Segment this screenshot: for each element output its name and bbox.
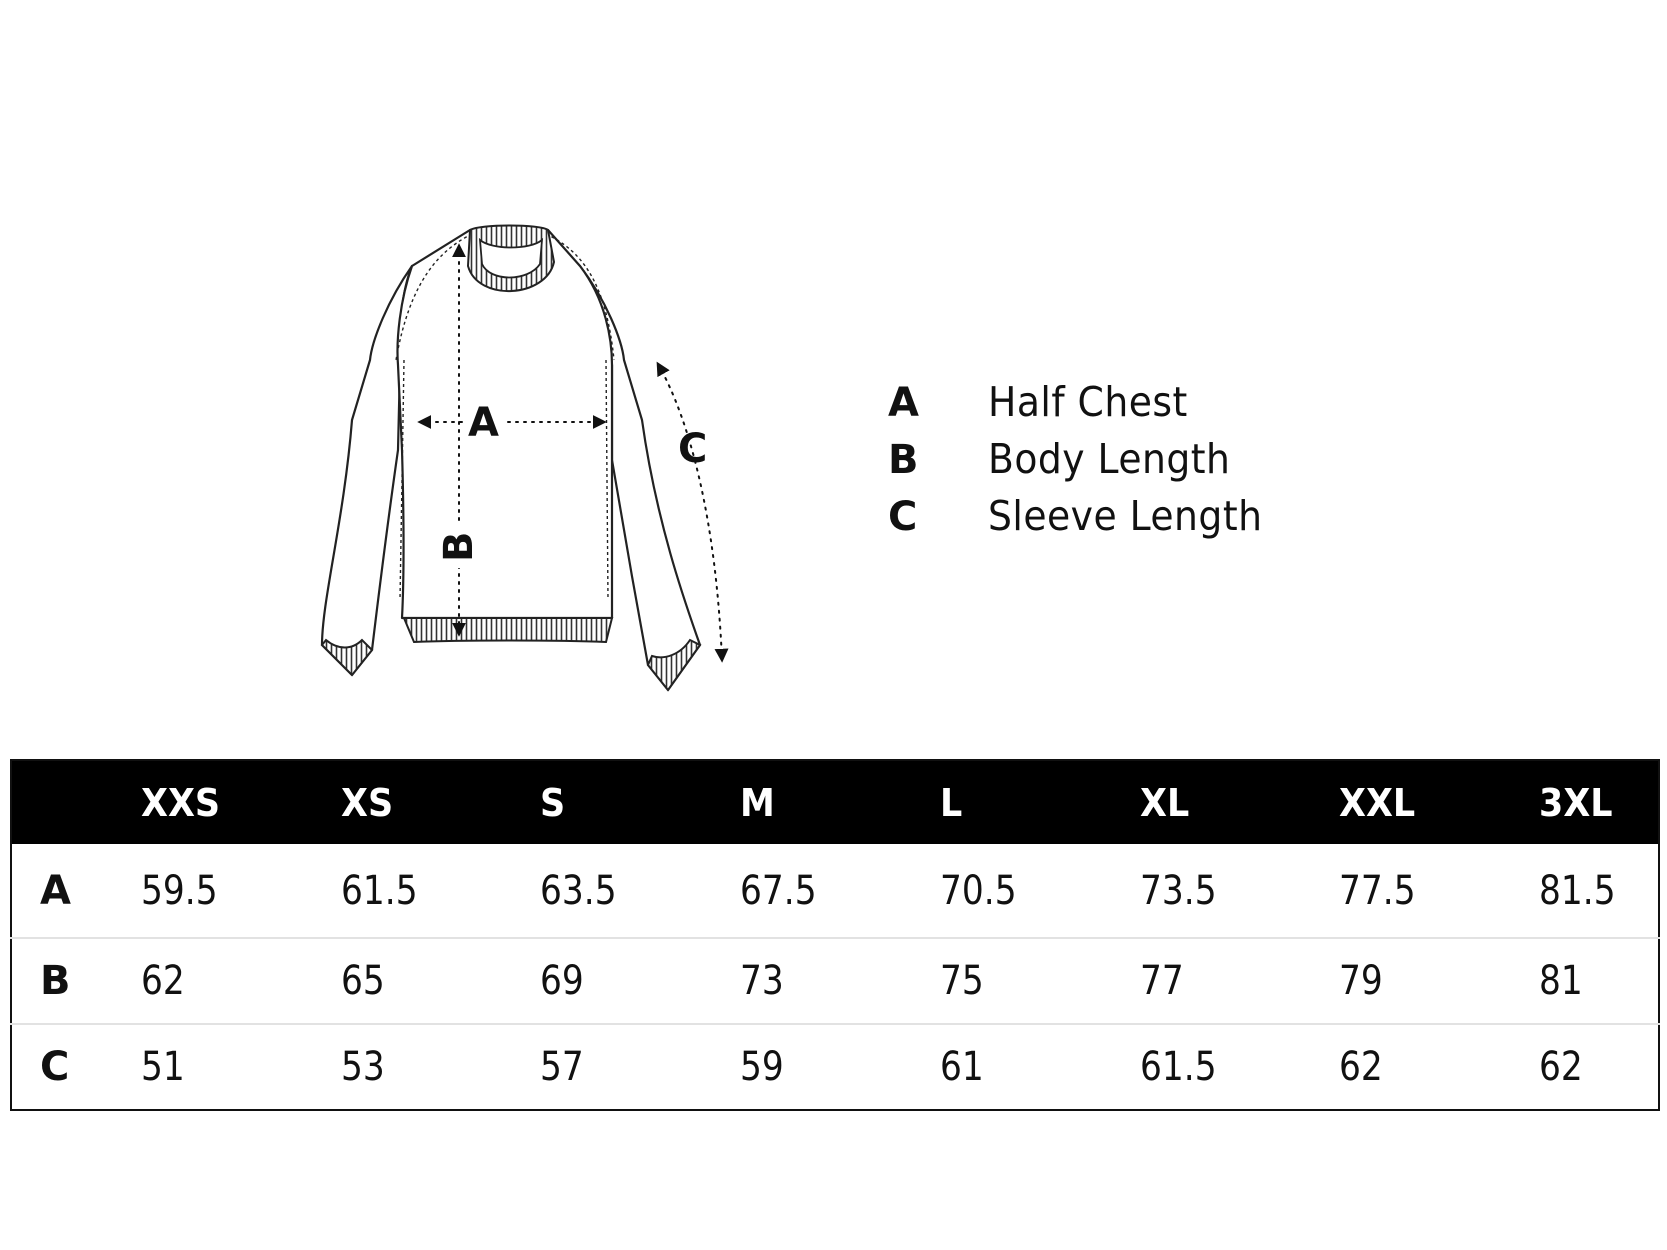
table-cell: 61 — [939, 1044, 984, 1090]
size-header: XXL — [1339, 780, 1416, 825]
table-cell: 62 — [140, 958, 185, 1004]
table-cell: 73 — [740, 958, 784, 1004]
table-cell: 75 — [939, 958, 984, 1004]
legend-key: A — [888, 380, 919, 426]
measurement-legend — [888, 378, 1286, 549]
table-header-row — [11, 760, 1659, 844]
size-header: 3XL — [1538, 780, 1613, 825]
size-header: M — [740, 780, 775, 825]
size-header: XL — [1139, 780, 1189, 825]
header-blank — [11, 760, 141, 844]
table-cell: 67.5 — [740, 867, 817, 914]
table-cell: 77 — [1139, 958, 1184, 1004]
size-header: S — [540, 780, 566, 825]
table-cell: 73.5 — [1139, 867, 1217, 914]
row-key: B — [40, 958, 71, 1004]
table-cell: 61.5 — [340, 867, 418, 914]
table-cell: 57 — [540, 1044, 585, 1090]
table-cell: 62 — [1339, 1044, 1384, 1090]
table-cell: 81.5 — [1538, 867, 1616, 914]
table-cell: 61.5 — [1139, 1044, 1217, 1090]
table-cell: 69 — [540, 958, 585, 1004]
legend-row — [888, 378, 1286, 435]
table-cell: 62 — [1538, 1044, 1583, 1090]
size-header: XXS — [140, 780, 220, 825]
table-cell: 79 — [1339, 958, 1384, 1004]
table-cell: 51 — [140, 1044, 185, 1090]
table-cell: 59 — [740, 1044, 784, 1090]
row-key: C — [40, 1044, 70, 1090]
size-chart-table — [10, 759, 1660, 1111]
legend-label: Body Length — [988, 435, 1231, 483]
table-cell: 53 — [340, 1044, 385, 1090]
legend-label: Sleeve Length — [988, 492, 1263, 540]
label-c: C — [678, 426, 708, 472]
legend-key: C — [888, 494, 918, 540]
table-row — [11, 1024, 1659, 1110]
legend-row — [888, 435, 1286, 492]
size-header: XS — [340, 780, 393, 825]
table-row — [11, 938, 1659, 1024]
hem-rib — [404, 618, 612, 642]
legend-label: Half Chest — [988, 378, 1188, 426]
table-row — [11, 844, 1659, 938]
row-key: A — [40, 867, 71, 914]
label-b: B — [436, 531, 482, 562]
table-cell: 65 — [340, 958, 385, 1004]
label-a: A — [468, 400, 499, 446]
legend-row — [888, 492, 1286, 549]
table-cell: 81 — [1538, 958, 1583, 1004]
table-cell: 59.5 — [140, 867, 218, 914]
table-cell: 63.5 — [540, 867, 617, 914]
table-cell: 70.5 — [939, 867, 1017, 914]
legend-key: B — [888, 437, 919, 483]
size-header: L — [939, 780, 963, 825]
table-cell: 77.5 — [1339, 867, 1416, 914]
